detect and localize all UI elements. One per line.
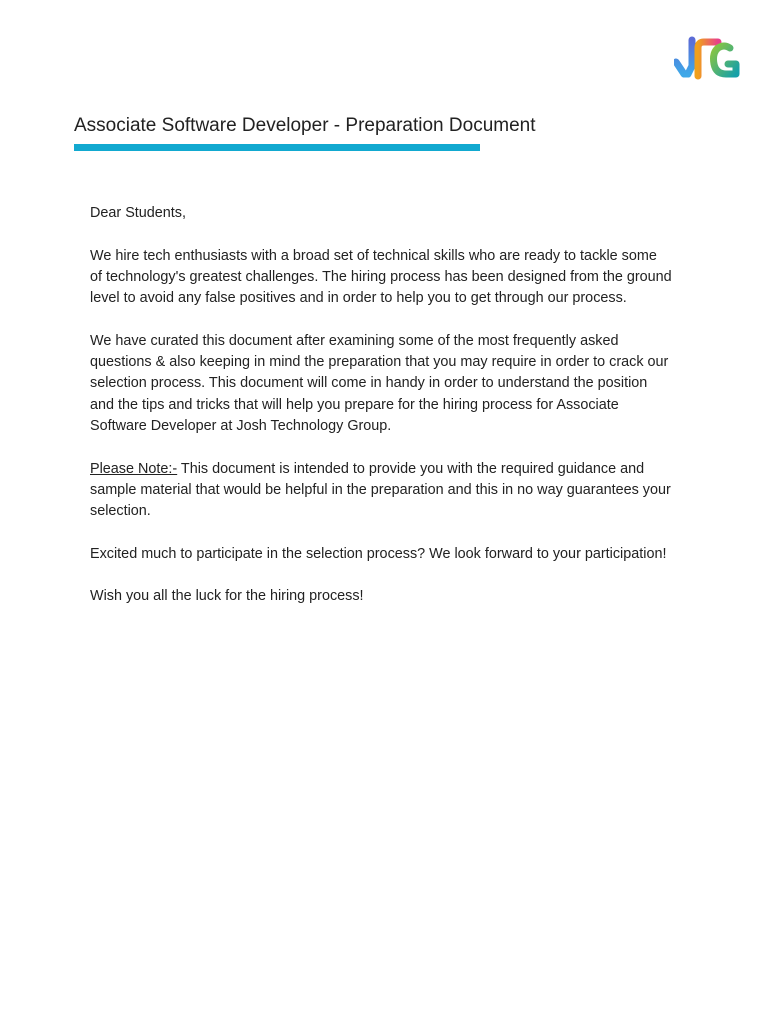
paragraph-excited: Excited much to participate in the selection process? We look forward to your participation!: [90, 545, 667, 562]
paragraph-note: [90, 459, 672, 523]
paragraph-curated: We have curated this document after examining some of the most frequently asked questions & also keeping in mind the preparation that you may require in order to crack our selection process. This document will come in handy in order to understand the position and the tips and tricks that will help you prepare for the hiring process for Associate Software Developer at Josh Technology Group.: [90, 332, 669, 434]
paragraph-intro: We hire tech enthusiasts with a broad set of technical skills who are ready to tackle some of technology's greatest challenges. The hiring process has been designed from the ground level to avoid any false positives and in order to help you to get through our process.: [90, 247, 672, 307]
document-title: Associate Software Developer - Preparation Document: [74, 115, 536, 136]
title-underline: [74, 144, 480, 151]
closing-line: Wish you all the luck for the hiring process!: [90, 588, 364, 605]
jtg-logo: [674, 36, 742, 80]
note-label: Please Note:-: [90, 460, 178, 477]
greeting: Dear Students,: [90, 205, 186, 221]
note-text: This document is intended to provide you with the required guidance and sample material that would be helpful in the preparation and this in no way guarantees your selection.: [90, 460, 671, 520]
letter-body: [90, 203, 672, 629]
